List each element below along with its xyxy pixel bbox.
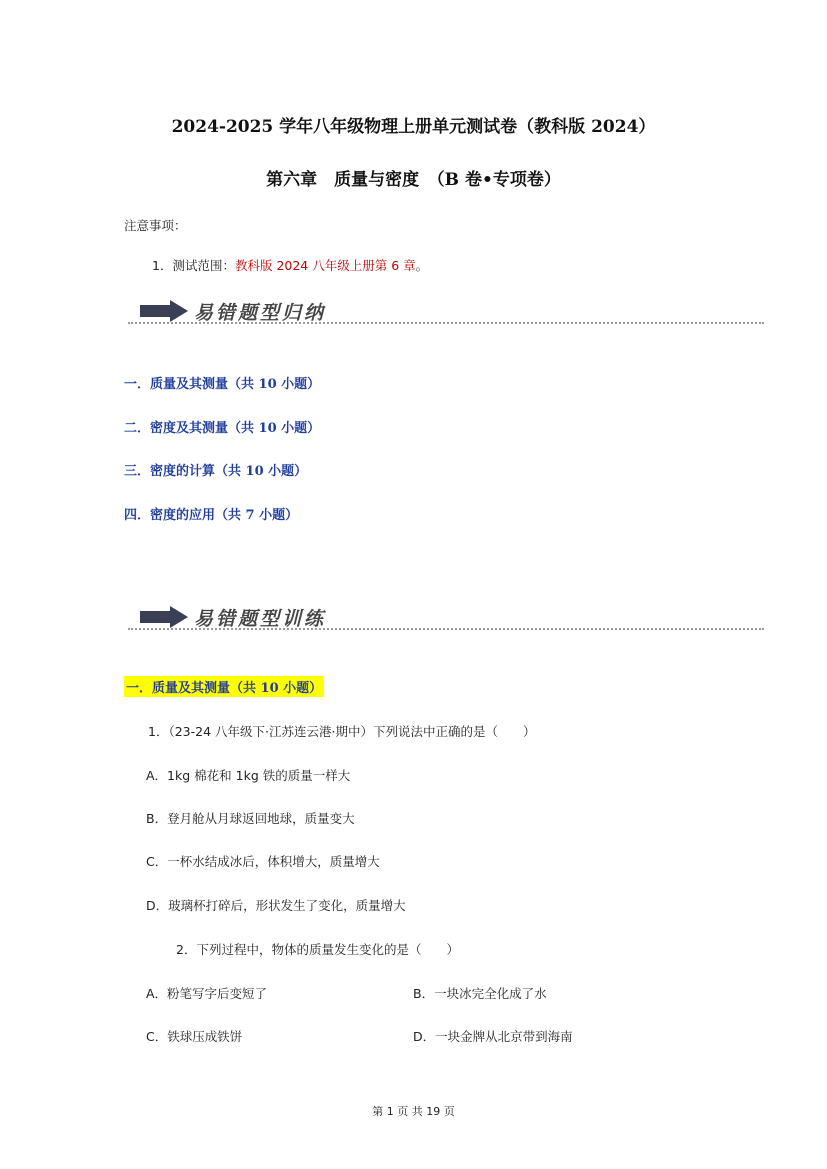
question-1-option-c: C．一杯水结成冰后，体积增大，质量增大 <box>146 854 380 869</box>
question-1-option-b: B．登月舱从月球返回地球，质量变大 <box>146 811 355 826</box>
chapter-subtitle: 第六章 质量与密度 （B 卷•专项卷） <box>266 170 561 190</box>
arrow-right-icon <box>140 606 188 628</box>
toc-item-density-apply: 四．密度的应用（共 7 小题） <box>124 508 299 523</box>
question-1-stem: 1．（23-24 八年级下·江苏连云港·期中）下列说法中正确的是（ ） <box>148 724 536 739</box>
question-2-option-d: D．一块金牌从北京带到海南 <box>413 1029 573 1044</box>
document-title: 2024-2025 学年八年级物理上册单元测试卷（教科版 2024） <box>171 117 656 137</box>
notes-item-prefix: 1．测试范围： <box>152 258 235 273</box>
notes-heading: 注意事项： <box>124 218 187 233</box>
banner-training-label: 易错题型训练 <box>194 608 327 630</box>
question-1-option-d: D．玻璃杯打碎后，形状发生了变化，质量增大 <box>146 898 406 913</box>
question-2-option-b: B．一块冰完全化成了水 <box>413 986 547 1001</box>
banner-summary-label: 易错题型归纳 <box>194 302 327 324</box>
toc-item-density-measure: 二．密度及其测量（共 10 小题） <box>124 421 321 436</box>
question-2-option-a: A．粉笔写字后变短了 <box>146 986 268 1001</box>
banner-divider <box>128 322 764 324</box>
banner-summary <box>128 296 764 330</box>
notes-item-scope <box>152 256 428 274</box>
question-2-option-c: C．铁球压成铁饼 <box>146 1029 243 1044</box>
banner-divider <box>128 628 764 630</box>
arrow-right-icon <box>140 300 188 322</box>
section-heading-mass: 一．质量及其测量（共 10 小题） <box>124 676 324 697</box>
page-footer: 第 1 页 共 19 页 <box>372 1105 455 1118</box>
toc-item-density-calc: 三．密度的计算（共 10 小题） <box>124 464 308 479</box>
question-1-option-a: A．1kg 棉花和 1kg 铁的质量一样大 <box>146 768 351 783</box>
notes-item-suffix: 。 <box>415 258 429 273</box>
notes-item-highlight: 教科版 2024 八年级上册第 6 章 <box>234 258 416 273</box>
toc-item-mass: 一．质量及其测量（共 10 小题） <box>124 377 321 392</box>
banner-training <box>128 602 764 636</box>
question-2-stem: 2．下列过程中，物体的质量发生变化的是（ ） <box>176 942 459 957</box>
